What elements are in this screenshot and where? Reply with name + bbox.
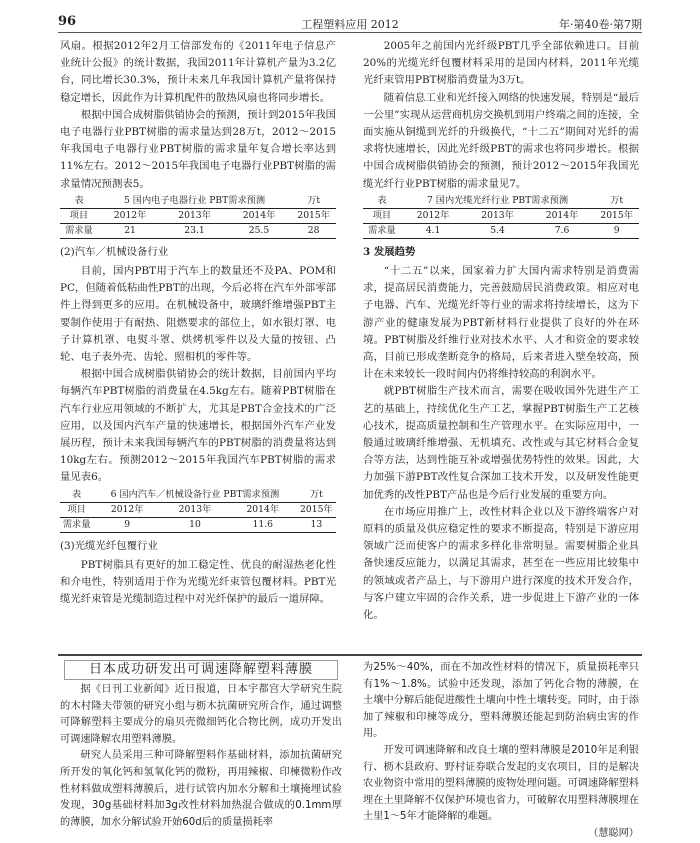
section-heading: 3 发展趋势 [363, 245, 416, 258]
paragraph: 为25%～40%，而在不加改性材料的情况下，质量损耗率只有1%～1.8%。试验中还发现，添加了钙化合物的薄膜，在土壤中分解后能促进酸性土壤向中性土壤转变。同时，由于添加了辣椒和印楝等成分，塑料薄膜还能起到防治病虫害的作用。 [363, 662, 639, 740]
table-cell: 7.6 [530, 223, 594, 238]
right-column [363, 38, 639, 624]
issue-info: 年·第40卷·第7期 [559, 18, 642, 31]
table-header: 2015年 [297, 502, 336, 517]
paragraph: 随着信息工业和光纤接入网络的快速发展，特别是“最后一公里”实现从运营商机房交换机到用户终端之间的连接，全面实施从铜缆到光纤的升级换代，“十二五”期间对光纤的需求将快速增长，因此光纤级PBT的需求也将同步增长。根据中国合成树脂供销协会的预测，预计2012～2015年我国光缆光纤行业PBT树脂的需求量见7。 [363, 91, 639, 190]
table-cell: 23.1 [162, 223, 226, 238]
table-cell: 28 [291, 223, 336, 238]
table-header: 2014年 [530, 208, 594, 223]
table-5 [60, 194, 336, 239]
table-caption-row [363, 194, 639, 209]
table-header: 2012年 [93, 502, 161, 517]
table-caption-row [60, 194, 336, 209]
paragraph: 研究人员采用三种可降解塑料作基础材料，添加抗菌研究所开发的氧化钙和氢氧化钙的微粉，再用辣椒、印楝微粉作改性材料做成塑料薄膜后，进行试管内加水分解和土壤掩埋试验发现，30g基础材料加3g改性材料加热混合做成的0.1mm厚的薄膜，加水分解试验开始60d后的质量损耗率 [60, 750, 342, 828]
table-unit: 万t [291, 194, 336, 209]
table-cell: 需求量 [60, 223, 98, 238]
table-header: 2013年 [162, 208, 226, 223]
table-header: 2012年 [98, 208, 162, 223]
table-caption-row [60, 488, 336, 503]
paragraph: PBT树脂具有更好的加工稳定性、优良的耐湿热老化性和介电性，特别适用于作为光缆光纤束管包覆材料。PBT光缆光纤束管是光缆制造过程中对光纤保护的最后一道屏障。 [60, 558, 336, 606]
news-left-column [60, 660, 342, 831]
table-header-row [60, 502, 336, 517]
table-header: 2012年 [401, 208, 465, 223]
paragraph: 在市场应用推广上，改性材料企业以及下游终端客户对原料的质量及供应稳定性的要求不断提高，特别是下游应用领域广泛而使客户的需求多样化非常明显。需要树脂企业具备快速反应能力，以满足其需求，甚至在一些应用比较集中的领域或者产品上，与下游用户进行深度的技术开发合作，与客户建立牢固的合作关系，进一步促进上下游产业的一体化。 [363, 505, 639, 622]
table-header: 2015年 [594, 208, 639, 223]
table-header: 2015年 [291, 208, 336, 223]
table-header: 项目 [363, 208, 401, 223]
paragraph: 根据中国合成树脂供销协会的统计数据，目前国内平均每辆汽车PBT树脂的消费量在4.5kg左右。随着PBT树脂在汽车行业应用领域的不断扩大，尤其是PBT合金技术的广泛应用，以及国内汽车产量的快速增长，根据国外汽车产业发展历程，预计未来我国每辆汽车的PBT树脂的消费量将达到10kg左右。预测2012～2015年我国汽车PBT树脂的需求量见表6。 [60, 368, 336, 484]
table-header: 2013年 [465, 208, 529, 223]
table-header: 2013年 [161, 502, 229, 517]
table-cell: 需求量 [363, 223, 401, 238]
paragraph: 目前，国内PBT用于汽车上的数量还不及PA、POM和PC，但随着低粘曲性PBT的出现，今后必将在汽车外部零部件上得到更多的应用。在机械设备中，玻璃纤维增强PBT主要制作使用于有耐热、阻燃要求的部位上，如水银灯罩、电子计算机罩、电熨斗罩、烘烤机零件以及大量的按钮、凸轮、电子表外壳、齿轮、照相机的零件等。 [60, 265, 336, 364]
table-label: 表 [363, 194, 401, 209]
table-header: 2014年 [227, 208, 291, 223]
journal-title: 工程塑料应用 2012 [301, 18, 399, 31]
table-header: 2014年 [229, 502, 297, 517]
page-header [58, 14, 642, 33]
news-source: （慧聪网） [588, 827, 639, 839]
table-row [363, 223, 639, 238]
news-title: 日本成功研发出可调速降解塑料薄膜 [64, 660, 338, 680]
table-header-row [363, 208, 639, 223]
table-header: 项目 [60, 208, 98, 223]
section-divider [58, 654, 642, 656]
table-cell: 10 [161, 517, 229, 532]
section-heading: (3)光缆光纤包覆行业 [60, 539, 158, 552]
news-right-column [363, 660, 639, 843]
table-label: 表 [60, 194, 98, 209]
section-heading: (2)汽车／机械设备行业 [60, 245, 169, 258]
table-caption: 5 国内电子电器行业 PBT需求预测 [98, 194, 291, 209]
table-header: 项目 [60, 502, 93, 517]
table-cell: 9 [93, 517, 161, 532]
paragraph: 2005年之前国内光纤级PBT几乎全部依赖进口。目前20%的光缆光纤包覆材料采用的是国内材料，2011年光缆光纤束管用PBT树脂消费量为3万t。 [363, 40, 639, 87]
paragraph: 据《日刊工业新闻》近日报道，日本宇都宫大学研究生院的木村隆夫带领的研究小组与枥木抗菌研究所合作，通过调整可降解塑料主要成分的扇贝壳微细钙化合物比例，成功开发出可调速降解农用塑料薄膜。 [60, 684, 342, 745]
table-cell: 25.5 [227, 223, 291, 238]
paragraph: 就PBT树脂生产技术而言，需要在吸收国外先进生产工艺的基础上，持续优化生产工艺，掌握PBT树脂生产工艺核心技术，提高质量控制和生产管理水平。在实际应用中，一般通过玻璃纤维增强、无机填充、改性或与其它材料合金复合等方法，达到性能互补或增强优势特性的效果。因此，大力加强下游PBT改性复合深加工技术开发，以及研发性能更加优秀的改性PBT产品也是今后行业发展的重要方向。 [363, 385, 639, 501]
table-7 [363, 194, 639, 239]
table-cell: 4.1 [401, 223, 465, 238]
paragraph: 开发可调速降解和改良土壤的塑料薄膜是2010年足利银行、枥木县政府、野村证券联合发起的支农项目，目的是解决农业物资中常用的塑料薄膜的废物处理问题。可调速降解塑料埋在土里降解不仅保护环境也省力，可破解农用塑料薄膜埋在土里1～5年才能降解的难题。 [363, 744, 639, 823]
table-cell: 9 [594, 223, 639, 238]
table-cell: 5.4 [465, 223, 529, 238]
table-6 [60, 488, 336, 533]
table-cell: 需求量 [60, 517, 93, 532]
table-unit: 万t [594, 194, 639, 209]
table-header-row [60, 208, 336, 223]
table-row [60, 517, 336, 532]
paragraph: 风扇。根据2012年2月工信部发布的《2011年电子信息产业统计公报》的统计数据，我国2011年计算机产量为3.2亿台，同比增长30.3%，预计未来几年我国计算机产量将保持稳定增长，因此作为计算机配件的散热风扇也将同步增长。 [60, 40, 336, 104]
table-row [60, 223, 336, 238]
page-number: 96 [58, 14, 77, 29]
left-column [60, 38, 336, 608]
table-caption: 7 国内光缆光纤行业 PBT需求预测 [401, 194, 594, 209]
table-caption: 6 国内汽车／机械设备行业 PBT需求预测 [93, 488, 296, 503]
table-cell: 11.6 [229, 517, 297, 532]
table-unit: 万t [297, 488, 336, 503]
paragraph: “十二五”以来，国家着力扩大国内需求特别是消费需求，提高居民消费能力，完善鼓励居民消费政策。相应对电子电器、汽车、光缆光纤等行业的需求将持续增长，这为下游产业的健康发展为PBT新材料行业提供了良好的外在环境。PBT树脂及纤维行业对技术水平、人才和资金的要求较高，目前已形成垄断竞争的格局，后来者进入壁垒较高，预计在未来较长一段时间内仍将维持较高的利润水平。 [363, 265, 639, 381]
paragraph: 根据中国合成树脂供销协会的预测，预计到2015年我国电子电器行业PBT树脂的需求量达到28万t，2012～2015年我国电子电器行业PBT树脂的需求量年复合增长率达到11%左右。2012～2015年我国电子电器行业PBT树脂的需求量情况预测表5。 [60, 108, 336, 190]
table-cell: 13 [297, 517, 336, 532]
table-cell: 21 [98, 223, 162, 238]
table-label: 表 [60, 488, 93, 503]
